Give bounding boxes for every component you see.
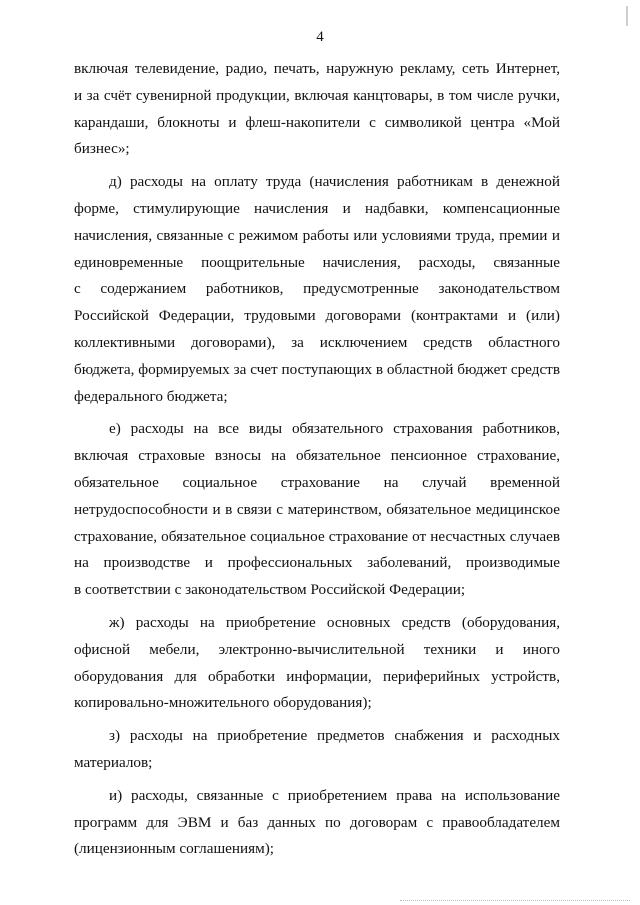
paragraph-line: бюджета, формируемых за счет поступающих в областной бюджет средств [74,360,560,378]
paragraph-line: начисления, связанные с режимом работы или условиями труда, премии и [74,226,560,244]
paragraph-line: и за счёт сувенирной продукции, включая канцтовары, в том числе ручки, [74,86,560,104]
paragraph [74,783,560,863]
paragraph-line: обязательное социальное страхование на случай временной [74,473,560,491]
paragraph [74,169,560,410]
paragraph-line: оборудования для обработки информации, периферийных устройств, [74,667,560,685]
paragraph-line: включая телевидение, радио, печать, наружную рекламу, сеть Интернет, [74,60,560,77]
paragraph-line: е) расходы на все виды обязательного страхования работников, [109,420,560,438]
paragraph-line: материалов; [74,753,153,771]
paragraph-line: ж) расходы на приобретение основных средств (оборудования, [109,613,560,631]
paragraph [74,723,560,777]
paragraph [74,610,560,717]
paragraph-line: на производстве и профессиональных заболеваний, производимые [74,554,560,572]
paragraph-line: з) расходы на приобретение предметов снабжения и расходных [109,727,560,745]
page-number: 4 [316,29,324,45]
scan-artifact [626,6,628,26]
paragraph-line: Российской Федерации, трудовыми договорами (контрактами и (или) [74,307,560,325]
paragraph-line: форме, стимулирующие начисления и надбавки, компенсационные [74,199,560,217]
paragraph [74,416,560,604]
paragraph-line: (лицензионным соглашениям); [74,840,275,858]
paragraph-line: карандаши, блокноты и флеш-накопители с символикой центра «Мой [74,113,560,131]
paragraph-line: коллективными договорами), за исключением средств областного [74,333,560,351]
document-body [74,56,560,869]
paragraph-line: копировально-множительного оборудования); [74,694,372,712]
paragraph-line: с содержанием работников, предусмотренные законодательством [74,280,560,298]
paragraph-line: д) расходы на оплату труда (начисления работникам в денежной [109,173,560,191]
paragraph-line: страхование, обязательное социальное страхование от несчастных случаев [74,527,560,545]
paragraph-line: включая страховые взносы на обязательное пенсионное страхование, [74,447,560,465]
paragraph-line: в соответствии с законодательством Российской Федерации; [74,581,466,599]
paragraph-line: единовременные поощрительные начисления, расходы, связанные [74,253,560,271]
paragraph-line: и) расходы, связанные с приобретением права на использование [109,786,560,804]
paragraph-line: бизнес»; [74,140,130,158]
scan-artifact-bottom [400,898,630,901]
paragraph [74,56,560,163]
paragraph-line: офисной мебели, электронно-вычислительной техники и иного [74,640,560,658]
paragraph-line: федерального бюджета; [74,387,228,405]
paragraph-line: нетрудоспособности и в связи с материнством, обязательное медицинское [74,500,560,518]
paragraph-line: программ для ЭВМ и баз данных по договорам с правообладателем [74,813,560,831]
